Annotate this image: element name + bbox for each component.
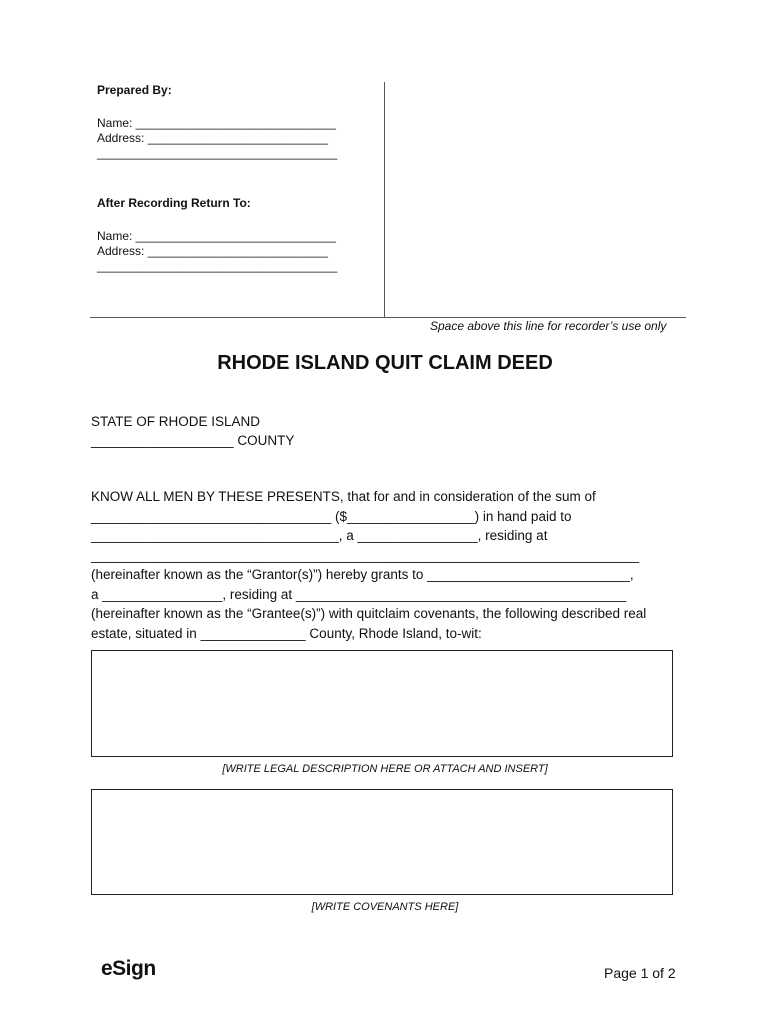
esign-logo: eSign — [101, 957, 156, 980]
state-line: STATE OF RHODE ISLAND — [91, 414, 261, 429]
body-line[interactable]: (hereinafter known as the “Grantor(s)”) hereby grants to ___________________________, — [91, 567, 634, 582]
legal-description-box[interactable] — [91, 650, 673, 757]
return-to-address-extra-field[interactable]: ____________________________________ — [97, 259, 338, 273]
prepared-by-label: Prepared By: — [97, 83, 172, 97]
body-line[interactable]: ________________________________ ($_________________) in hand paid to — [91, 509, 572, 524]
body-line[interactable]: a ________________, residing at ____________________________________________ — [91, 587, 627, 602]
body-line: (hereinafter known as the “Grantee(s)”) with quitclaim covenants, the following described real — [91, 606, 647, 621]
return-to-label: After Recording Return To: — [97, 196, 251, 210]
recorder-line — [90, 317, 686, 318]
recorder-note: Space above this line for recorder’s use only — [430, 319, 667, 333]
prepared-by-name-field[interactable]: Name: ______________________________ — [97, 116, 336, 130]
county-field[interactable]: ___________________ COUNTY — [91, 433, 295, 448]
return-to-name-field[interactable]: Name: ______________________________ — [97, 229, 336, 243]
prepared-by-address-field[interactable]: Address: ___________________________ — [97, 131, 328, 145]
recorder-area-divider — [384, 82, 385, 318]
legal-description-caption: [WRITE LEGAL DESCRIPTION HERE OR ATTACH AND INSERT] — [222, 763, 548, 775]
return-to-address-field[interactable]: Address: ___________________________ — [97, 244, 328, 258]
body-line: KNOW ALL MEN BY THESE PRESENTS, that for and in consideration of the sum of — [91, 489, 596, 504]
covenants-caption: [WRITE COVENANTS HERE] — [311, 901, 459, 913]
document-title: RHODE ISLAND QUIT CLAIM DEED — [217, 352, 553, 374]
covenants-box[interactable] — [91, 789, 673, 895]
body-line[interactable]: _________________________________, a ________________, residing at — [91, 528, 548, 543]
body-line[interactable]: _________________________________________________________________________ — [91, 548, 640, 563]
prepared-by-address-extra-field[interactable]: ____________________________________ — [97, 146, 338, 160]
page-number: Page 1 of 2 — [604, 965, 676, 981]
body-line[interactable]: estate, situated in ______________ County, Rhode Island, to-wit: — [91, 626, 482, 641]
